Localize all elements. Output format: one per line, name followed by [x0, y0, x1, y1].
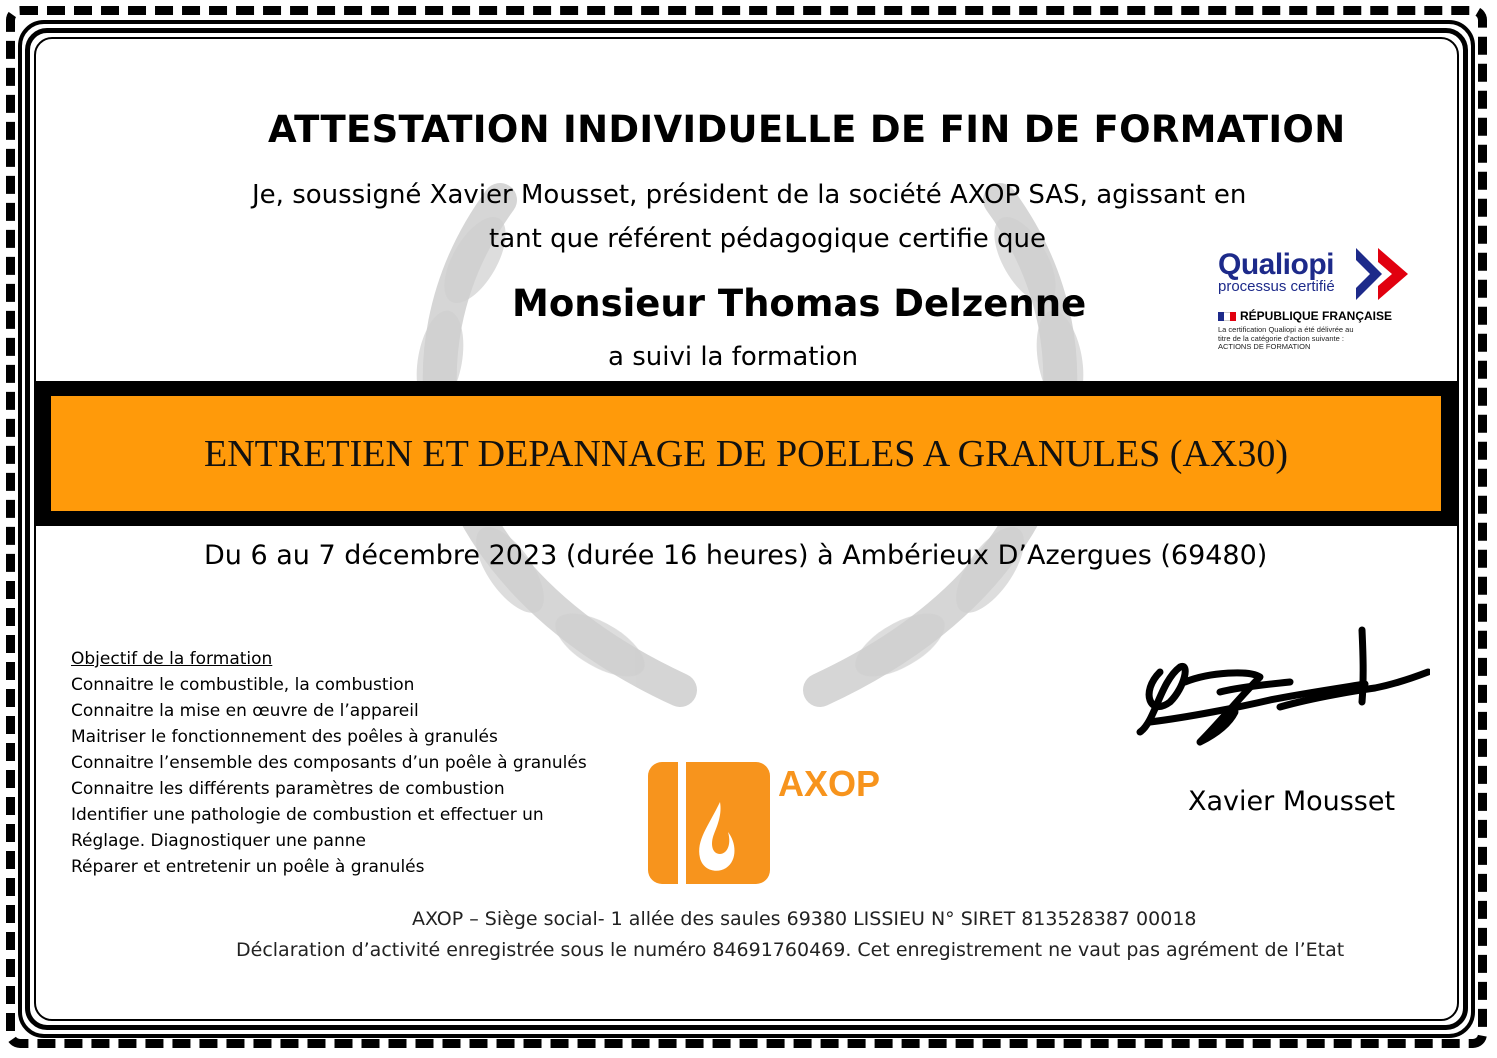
signer-name: Xavier Mousset [1188, 786, 1396, 817]
logo-stripe [678, 762, 686, 884]
certificate-title: ATTESTATION INDIVIDUELLE DE FIN DE FORMATION [268, 108, 1346, 151]
course-title: ENTRETIEN ET DEPANNAGE DE POELES A GRANULES (AX30) [203, 432, 1289, 475]
footer-address: AXOP – Siège social- 1 allée des saules 69380 LISSIEU N° SIRET 813528387 00018 [412, 908, 1197, 930]
course-band [51, 396, 1441, 511]
republique-text: RÉPUBLIQUE FRANÇAISE [1240, 309, 1393, 323]
qualiopi-note-line: La certification Qualiopi a été délivrée au [1218, 325, 1354, 334]
republique-label [1218, 309, 1428, 323]
qualiopi-note [1218, 326, 1428, 352]
recipient-name: Monsieur Thomas Delzenne [512, 282, 1087, 325]
course-dates: Du 6 au 7 décembre 2023 (durée 16 heures) à Ambérieux D’Azergues (69480) [204, 540, 1268, 571]
axop-logo [648, 762, 898, 887]
intro-line-1: Je, soussigné Xavier Mousset, président de la société AXOP SAS, agissant en [252, 180, 1247, 210]
qualiopi-note-line: titre de la catégorie d’action suivante : [1218, 333, 1344, 343]
objective-item: Connaitre le combustible, la combustion [71, 675, 415, 695]
qualiopi-brand: Qualiopi [1218, 248, 1334, 281]
logo-wordmark: AXOP [778, 763, 881, 804]
objectives-heading: Objectif de la formation [71, 649, 273, 669]
objective-item: Identifier une pathologie de combustion et effectuer un [71, 805, 544, 825]
objective-item: Réparer et entretenir un poêle à granulés [71, 857, 425, 877]
objective-item: Réglage. Diagnostiquer une panne [71, 831, 366, 851]
objectives-section [71, 646, 587, 880]
objective-item: Connaitre l’ensemble des composants d’un poêle à granulés [71, 753, 587, 773]
followed-text: a suivi la formation [608, 342, 859, 372]
qualiopi-badge [1218, 248, 1428, 352]
french-flag-icon [1218, 312, 1236, 321]
qualiopi-note-line: ACTIONS DE FORMATION [1218, 342, 1311, 351]
qualiopi-arrows-icon [1356, 248, 1412, 300]
objective-item: Connaitre les différents paramètres de combustion [71, 779, 505, 799]
qualiopi-subtitle: processus certifié [1218, 278, 1335, 295]
handwritten-signature [1130, 622, 1430, 762]
objective-item: Maitriser le fonctionnement des poêles à granulés [71, 727, 498, 747]
objective-item: Connaitre la mise en œuvre de l’appareil [71, 701, 419, 721]
footer-declaration: Déclaration d’activité enregistrée sous le numéro 84691760469. Cet enregistrement ne vaut pas agrément de l’Etat [236, 939, 1345, 961]
intro-line-2: tant que référent pédagogique certifie que [489, 224, 1046, 254]
